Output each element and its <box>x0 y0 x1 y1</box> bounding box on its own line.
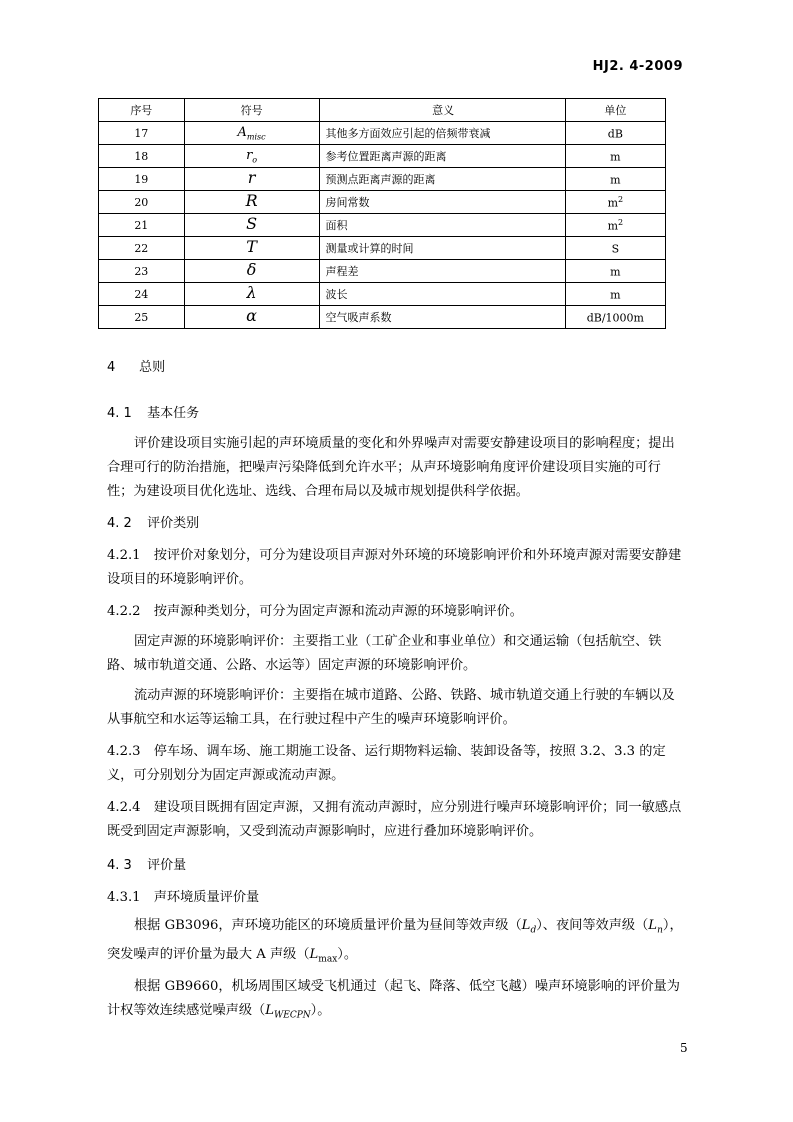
row-unit: S <box>565 237 665 260</box>
row-number: 21 <box>99 214 185 237</box>
document-code: HJ2. 4-2009 <box>592 59 683 74</box>
row-unit: m <box>565 168 665 191</box>
row-meaning: 测量或计算的时间 <box>319 237 565 260</box>
row-unit: dB <box>565 122 665 145</box>
clause-4-2-2: 4.2.2 按声源种类划分，可分为固定声源和流动声源的环境影响评价。 <box>107 604 523 619</box>
table-row <box>99 306 666 329</box>
section-4-1-paragraph: 评价建设项目实施引起的声环境质量的变化和外界噪声对需要安静建设项目的影响程度；提出合理可行的防治措施，把噪声污染降低到允许水平；从声环境影响角度评价建设项目实施的可行性；为建设项目优化选址、选线、合理布局以及城市规划提供科学依据。 <box>107 436 675 499</box>
section-4-2-heading: 4. 2 评价类别 <box>107 516 200 531</box>
table-row <box>99 191 666 214</box>
header-no: 序号 <box>99 99 185 122</box>
mobile-source-paragraph: 流动声源的环境影响评价：主要指在城市道路、公路、铁路、城市轨道交通上行驶的车辆以及从事航空和水运等运输工具，在行驶过程中产生的噪声环境影响评价。 <box>107 688 675 727</box>
row-unit: m <box>565 283 665 306</box>
row-symbol: $A_{misc}$ <box>184 122 319 145</box>
row-symbol: R <box>184 191 319 214</box>
table-row <box>99 237 666 260</box>
symbol-table <box>98 98 666 329</box>
section-4-3-heading: 4. 3 评价量 <box>107 858 187 873</box>
table-row <box>99 283 666 306</box>
row-number: 17 <box>99 122 185 145</box>
row-meaning: 其他多方面效应引起的倍频带衰减 <box>319 122 565 145</box>
clause-4-2-3: 4.2.3 停车场、调车场、施工期施工设备、运行期物料运输、装卸设备等，按照 3.2、3.3 的定义，可分别划分为固定声源或流动声源。 <box>107 744 666 783</box>
row-symbol: δ <box>184 260 319 283</box>
gb9660-paragraph: 根据 GB9660，机场周围区域受飞机通过（起飞、降落、低空飞越）噪声环境影响的评价量为计权等效连续感觉噪声级$(L_{WECPN})$。 <box>107 979 680 1021</box>
row-meaning: 空气吸声系数 <box>319 306 565 329</box>
row-symbol: T <box>184 237 319 260</box>
section-4-heading: 4 总则 <box>107 360 166 375</box>
row-number: 19 <box>99 168 185 191</box>
row-number: 22 <box>99 237 185 260</box>
row-number: 25 <box>99 306 185 329</box>
row-unit: $m^2$ <box>565 214 665 237</box>
row-symbol: α <box>184 306 319 329</box>
clause-4-2-1: 4.2.1 按评价对象划分，可分为建设项目声源对外环境的环境影响评价和外环境声源对需要安静建设项目的环境影响评价。 <box>107 548 682 587</box>
page-number: 5 <box>680 1041 688 1055</box>
table-row <box>99 122 666 145</box>
row-unit: m <box>565 145 665 168</box>
row-unit: dB/1000m <box>565 306 665 329</box>
clause-4-3-1-heading: 4.3.1 声环境质量评价量 <box>107 890 260 905</box>
row-meaning: 参考位置距离声源的距离 <box>319 145 565 168</box>
header-meaning: 意义 <box>319 99 565 122</box>
row-meaning: 预测点距离声源的距离 <box>319 168 565 191</box>
row-symbol: r <box>184 168 319 191</box>
table-row <box>99 260 666 283</box>
row-meaning: 房间常数 <box>319 191 565 214</box>
fixed-source-paragraph: 固定声源的环境影响评价：主要指工业（工矿企业和事业单位）和交通运输（包括航空、铁路、城市轨道交通、公路、水运等）固定声源的环境影响评价。 <box>107 634 662 673</box>
header-unit: 单位 <box>565 99 665 122</box>
row-symbol: S <box>184 214 319 237</box>
clause-4-2-4: 4.2.4 建设项目既拥有固定声源，又拥有流动声源时，应分别进行噪声环境影响评价；同一敏感点既受到固定声源影响，又受到流动声源影响时，应进行叠加环境影响评价。 <box>107 800 682 839</box>
row-number: 24 <box>99 283 185 306</box>
row-number: 23 <box>99 260 185 283</box>
row-symbol: λ <box>184 283 319 306</box>
body-text <box>107 356 687 1028</box>
table-header-row <box>99 99 666 122</box>
row-number: 20 <box>99 191 185 214</box>
row-unit: $m^2$ <box>565 191 665 214</box>
section-4-1-heading: 4. 1 基本任务 <box>107 406 200 421</box>
row-unit: m <box>565 260 665 283</box>
row-number: 18 <box>99 145 185 168</box>
row-meaning: 波长 <box>319 283 565 306</box>
table-row <box>99 214 666 237</box>
row-meaning: 面积 <box>319 214 565 237</box>
row-symbol: $r_o$ <box>184 145 319 168</box>
header-symbol: 符号 <box>184 99 319 122</box>
row-meaning: 声程差 <box>319 260 565 283</box>
gb3096-paragraph: 根据 GB3096，声环境功能区的环境质量评价量为昼间等效声级$(L_d)$、夜间等效声级$(L_n)$，突发噪声的评价量为最大 A 声级$(L_{max})$。 <box>107 918 683 965</box>
table-row <box>99 168 666 191</box>
table-row <box>99 145 666 168</box>
